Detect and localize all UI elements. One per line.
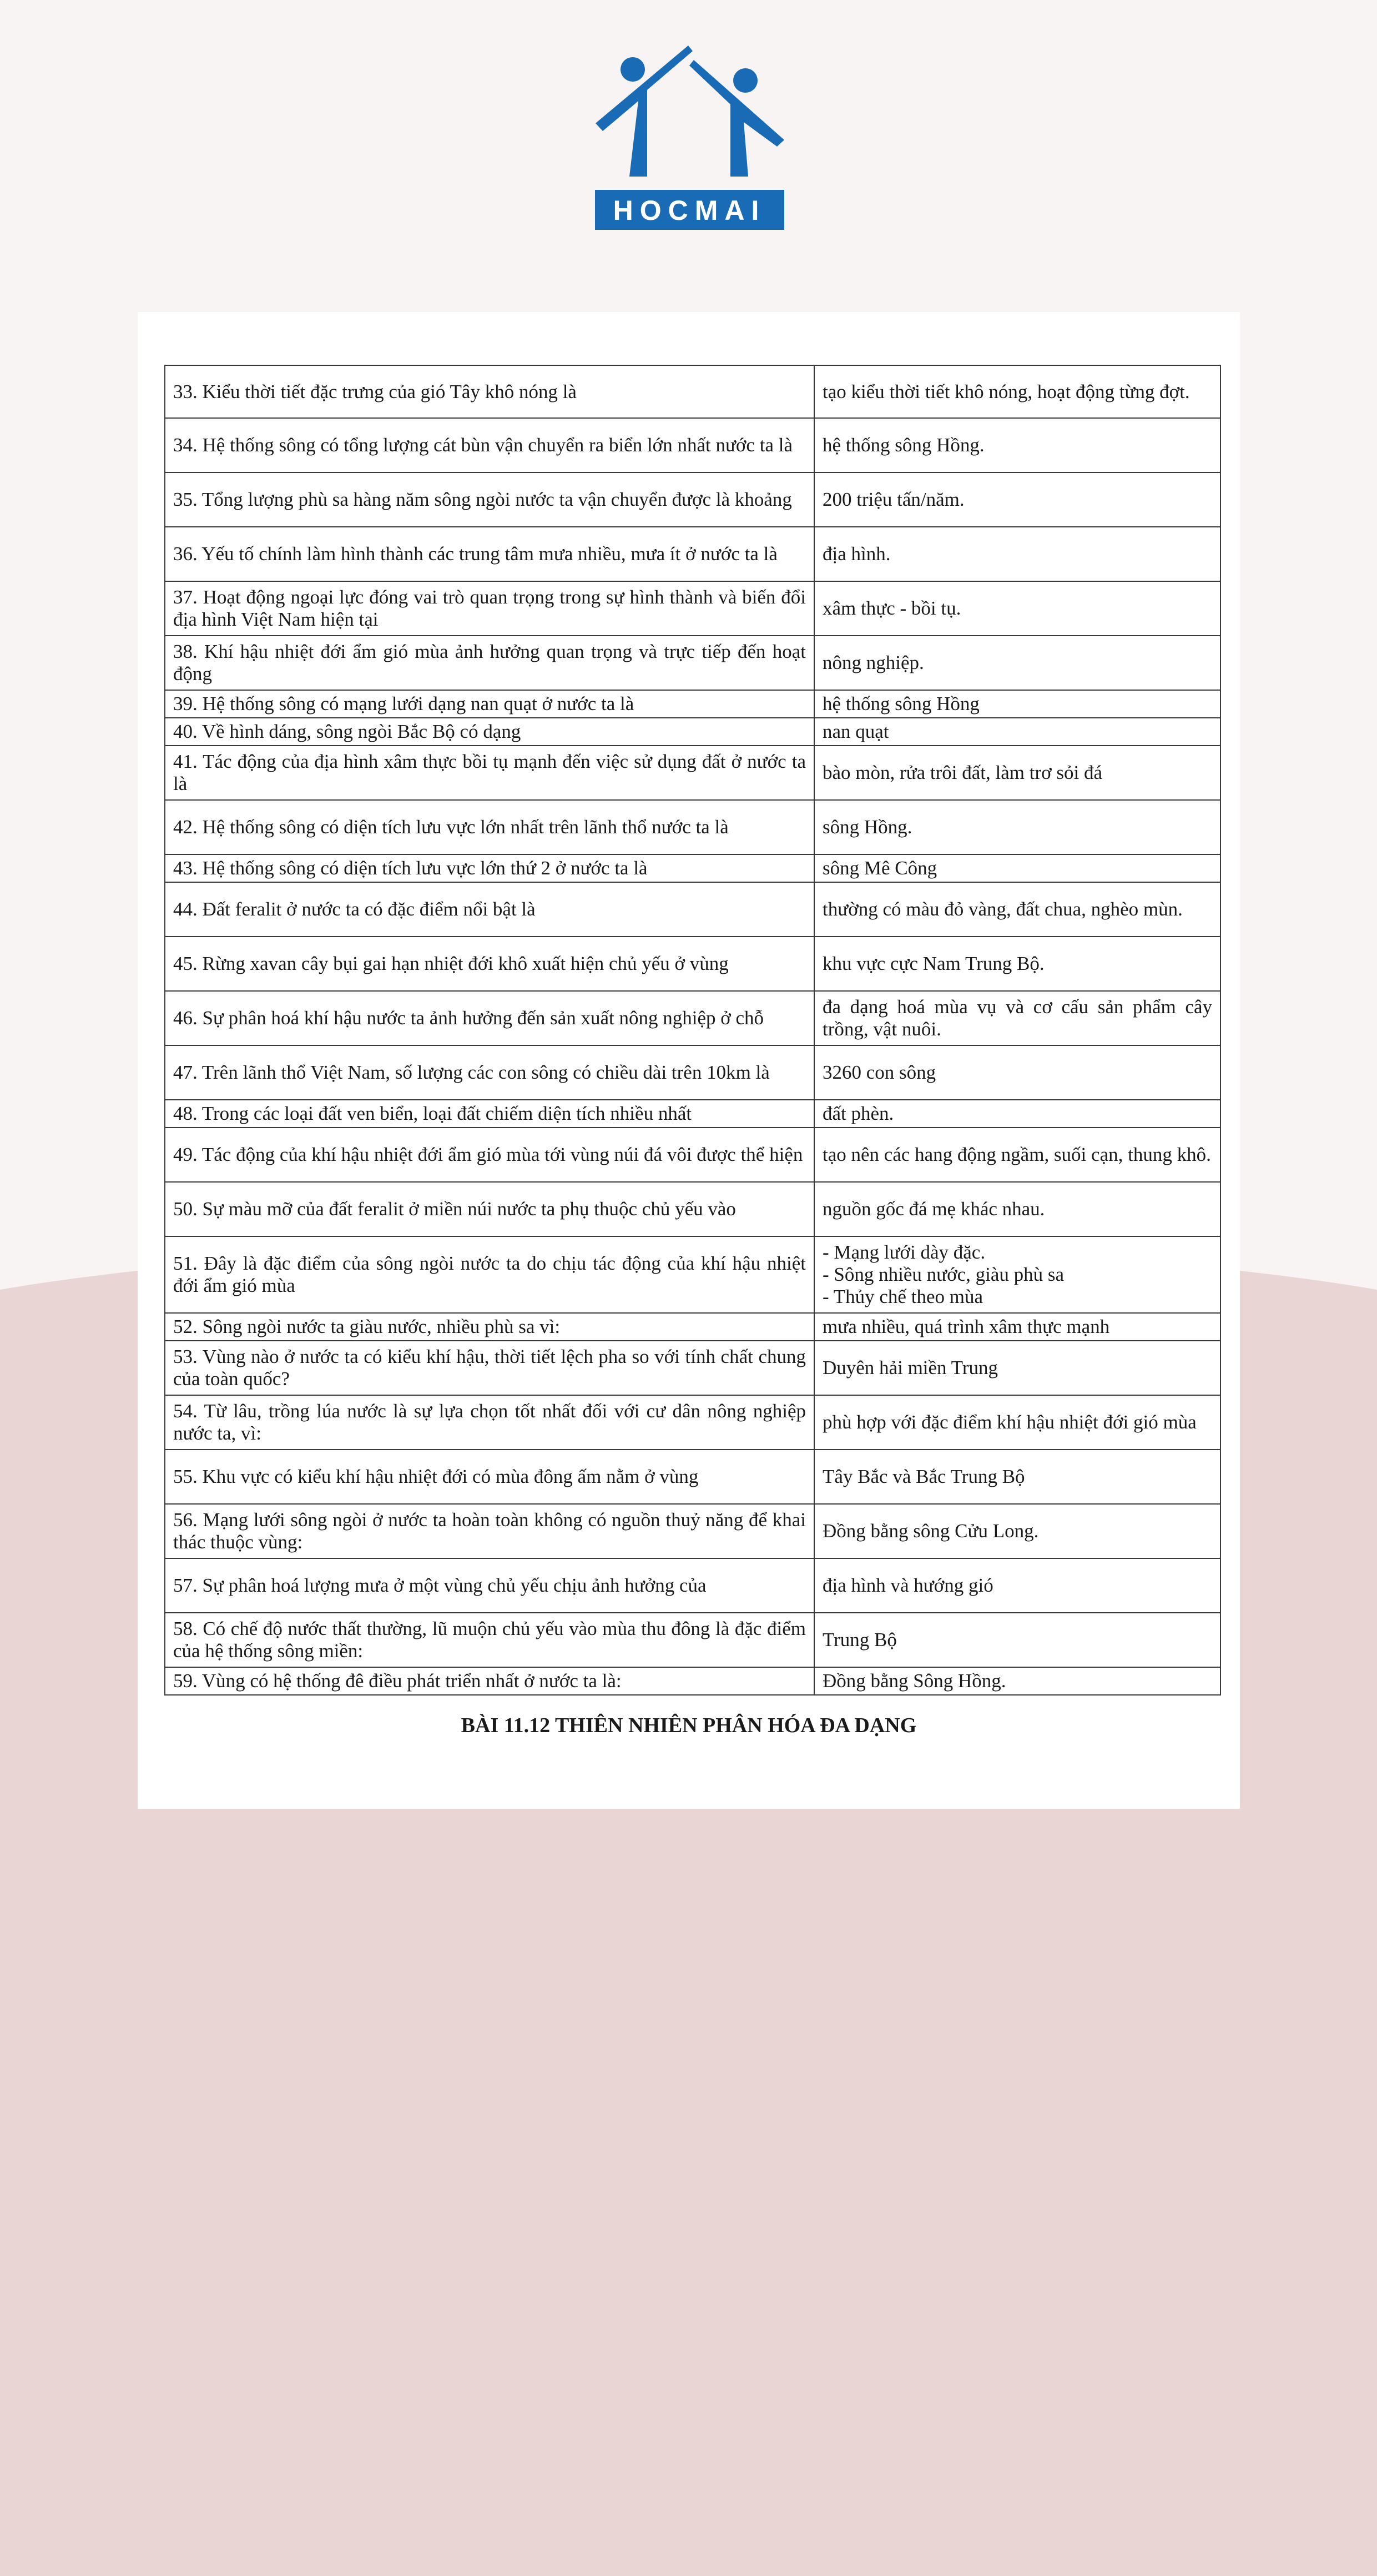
question-cell: 34. Hệ thống sông có tổng lượng cát bùn vận chuyển ra biển lớn nhất nước ta là	[165, 418, 814, 472]
table-row	[165, 1100, 1220, 1128]
hocmai-logo	[594, 44, 785, 233]
table-row	[165, 581, 1220, 636]
answer-line: hệ thống sông Hồng.	[823, 434, 985, 456]
table-row	[165, 1045, 1220, 1100]
answer-line: 3260 con sông	[823, 1061, 936, 1084]
question-cell: 43. Hệ thống sông có diện tích lưu vực lớn thứ 2 ở nước ta là	[165, 854, 814, 882]
table-row	[165, 690, 1220, 718]
question-cell: 56. Mạng lưới sông ngòi ở nước ta hoàn toàn không có nguồn thuỷ năng để khai thác thuộc vùng:	[165, 1504, 814, 1558]
answer-line: bào mòn, rửa trôi đất, làm trơ sỏi đá	[823, 762, 1103, 784]
answer-cell	[814, 527, 1220, 581]
table-row	[165, 1558, 1220, 1613]
question-cell: 46. Sự phân hoá khí hậu nước ta ảnh hưởng đến sản xuất nông nghiệp ở chỗ	[165, 991, 814, 1045]
table-row	[165, 1504, 1220, 1558]
question-cell: 57. Sự phân hoá lượng mưa ở một vùng chủ yếu chịu ảnh hưởng của	[165, 1558, 814, 1613]
table-row	[165, 527, 1220, 581]
answer-cell	[814, 581, 1220, 636]
question-cell: 50. Sự màu mỡ của đất feralit ở miền núi nước ta phụ thuộc chủ yếu vào	[165, 1182, 814, 1236]
table-row	[165, 718, 1220, 746]
table-row	[165, 1613, 1220, 1667]
answer-line: - Sông nhiều nước, giàu phù sa	[823, 1264, 1065, 1286]
table-row	[165, 991, 1220, 1045]
qa-table	[164, 365, 1221, 1695]
question-cell: 45. Rừng xavan cây bụi gai hạn nhiệt đới khô xuất hiện chủ yếu ở vùng	[165, 937, 814, 991]
question-cell: 33. Kiểu thời tiết đặc trưng của gió Tây khô nóng là	[165, 365, 814, 418]
table-row	[165, 746, 1220, 800]
table-row	[165, 1313, 1220, 1341]
question-cell: 59. Vùng có hệ thống đê điều phát triển nhất ở nước ta là:	[165, 1667, 814, 1695]
question-cell: 41. Tác động của địa hình xâm thực bồi tụ mạnh đến việc sử dụng đất ở nước ta là	[165, 746, 814, 800]
table-row	[165, 418, 1220, 472]
question-cell: 37. Hoạt động ngoại lực đóng vai trò quan trọng trong sự hình thành và biến đổi địa hình Việt Nam hiện tại	[165, 581, 814, 636]
question-cell: 51. Đây là đặc điểm của sông ngòi nước ta do chịu tác động của khí hậu nhiệt đới ẩm gió mùa	[165, 1236, 814, 1313]
question-cell: 39. Hệ thống sông có mạng lưới dạng nan quạt ở nước ta là	[165, 690, 814, 718]
answer-cell	[814, 1450, 1220, 1504]
answer-line: 200 triệu tấn/năm.	[823, 489, 965, 511]
question-cell: 47. Trên lãnh thổ Việt Nam, số lượng các con sông có chiều dài trên 10km là	[165, 1045, 814, 1100]
answer-line: nguồn gốc đá mẹ khác nhau.	[823, 1198, 1045, 1220]
answer-cell	[814, 718, 1220, 746]
table-row	[165, 1450, 1220, 1504]
answer-line: Trung Bộ	[823, 1629, 897, 1651]
answer-cell	[814, 1100, 1220, 1128]
table-row	[165, 1128, 1220, 1182]
answer-cell	[814, 854, 1220, 882]
answer-line: Tây Bắc và Bắc Trung Bộ	[823, 1466, 1025, 1488]
answer-cell	[814, 1613, 1220, 1667]
answer-cell	[814, 1045, 1220, 1100]
answer-cell	[814, 365, 1220, 418]
answer-line: khu vực cực Nam Trung Bộ.	[823, 953, 1045, 975]
answer-cell	[814, 1341, 1220, 1395]
table-row	[165, 1182, 1220, 1236]
answer-cell	[814, 991, 1220, 1045]
answer-cell	[814, 937, 1220, 991]
answer-line: hệ thống sông Hồng	[823, 693, 980, 715]
answer-cell	[814, 1395, 1220, 1450]
question-cell: 58. Có chế độ nước thất thường, lũ muộn chủ yếu vào mùa thu đông là đặc điểm của hệ thống sông miền:	[165, 1613, 814, 1667]
answer-line: xâm thực - bồi tụ.	[823, 597, 961, 620]
table-row	[165, 854, 1220, 882]
answer-line: Duyên hải miền Trung	[823, 1357, 998, 1379]
question-cell: 40. Về hình dáng, sông ngòi Bắc Bộ có dạng	[165, 718, 814, 746]
table-row	[165, 472, 1220, 527]
document-sheet	[138, 312, 1240, 1809]
answer-cell	[814, 800, 1220, 854]
answer-cell	[814, 690, 1220, 718]
question-cell: 44. Đất feralit ở nước ta có đặc điểm nổi bật là	[165, 882, 814, 937]
question-cell: 53. Vùng nào ở nước ta có kiểu khí hậu, thời tiết lệch pha so với tính chất chung của toàn quốc?	[165, 1341, 814, 1395]
table-row	[165, 365, 1220, 418]
question-cell: 54. Từ lâu, trồng lúa nước là sự lựa chọn tốt nhất đối với cư dân nông nghiệp nước ta, vì:	[165, 1395, 814, 1450]
table-row	[165, 1395, 1220, 1450]
question-cell: 42. Hệ thống sông có diện tích lưu vực lớn nhất trên lãnh thổ nước ta là	[165, 800, 814, 854]
answer-line: đa dạng hoá mùa vụ và cơ cấu sản phẩm cây trồng, vật nuôi.	[823, 996, 1212, 1040]
answer-line: đất phèn.	[823, 1103, 894, 1125]
answer-cell	[814, 636, 1220, 690]
answer-cell	[814, 1667, 1220, 1695]
answer-line: phù hợp với đặc điểm khí hậu nhiệt đới gió mùa	[823, 1411, 1197, 1433]
answer-line: - Thủy chế theo mùa	[823, 1285, 983, 1307]
answer-line: địa hình.	[823, 543, 891, 565]
answer-line: sông Mê Công	[823, 857, 937, 879]
answer-cell	[814, 882, 1220, 937]
question-cell: 35. Tổng lượng phù sa hàng năm sông ngòi nước ta vận chuyển được là khoảng	[165, 472, 814, 527]
answer-cell	[814, 472, 1220, 527]
answer-line: Đồng bằng Sông Hồng.	[823, 1670, 1006, 1692]
table-row	[165, 1341, 1220, 1395]
table-row	[165, 937, 1220, 991]
answer-cell	[814, 1236, 1220, 1313]
answer-line: sông Hồng.	[823, 816, 912, 838]
answer-line: nông nghiệp.	[823, 652, 924, 674]
answer-line: địa hình và hướng gió	[823, 1574, 993, 1597]
question-cell: 49. Tác động của khí hậu nhiệt đới ẩm gió mùa tới vùng núi đá vôi được thể hiện	[165, 1128, 814, 1182]
answer-line: Đồng bằng sông Cửu Long.	[823, 1520, 1039, 1542]
answer-line: thường có màu đỏ vàng, đất chua, nghèo mùn.	[823, 898, 1183, 920]
answer-cell	[814, 1313, 1220, 1341]
answer-line: mưa nhiều, quá trình xâm thực mạnh	[823, 1316, 1110, 1338]
question-cell: 55. Khu vực có kiểu khí hậu nhiệt đới có mùa đông ấm nằm ở vùng	[165, 1450, 814, 1504]
section-title: BÀI 11.12 THIÊN NHIÊN PHÂN HÓA ĐA DẠNG	[461, 1714, 917, 1737]
question-cell: 36. Yếu tố chính làm hình thành các trung tâm mưa nhiều, mưa ít ở nước ta là	[165, 527, 814, 581]
answer-cell	[814, 1504, 1220, 1558]
table-row	[165, 1667, 1220, 1695]
answer-line: tạo nên các hang động ngầm, suối cạn, thung khô.	[823, 1144, 1211, 1166]
table-row	[165, 1236, 1220, 1313]
question-cell: 52. Sông ngòi nước ta giàu nước, nhiều phù sa vì:	[165, 1313, 814, 1341]
logo-wordmark: HOCMAI	[613, 195, 766, 226]
answer-cell	[814, 418, 1220, 472]
answer-line: tạo kiểu thời tiết khô nóng, hoạt động từng đợt.	[823, 380, 1190, 402]
table-row	[165, 882, 1220, 937]
answer-line: - Mạng lưới dày đặc.	[823, 1241, 986, 1264]
answer-cell	[814, 1182, 1220, 1236]
table-row	[165, 800, 1220, 854]
answer-line: nan quạt	[823, 721, 889, 743]
answer-cell	[814, 746, 1220, 800]
table-row	[165, 636, 1220, 690]
answer-cell	[814, 1558, 1220, 1613]
answer-cell	[814, 1128, 1220, 1182]
question-cell: 38. Khí hậu nhiệt đới ẩm gió mùa ảnh hưởng quan trọng và trực tiếp đến hoạt động	[165, 636, 814, 690]
question-cell: 48. Trong các loại đất ven biển, loại đất chiếm diện tích nhiều nhất	[165, 1100, 814, 1128]
